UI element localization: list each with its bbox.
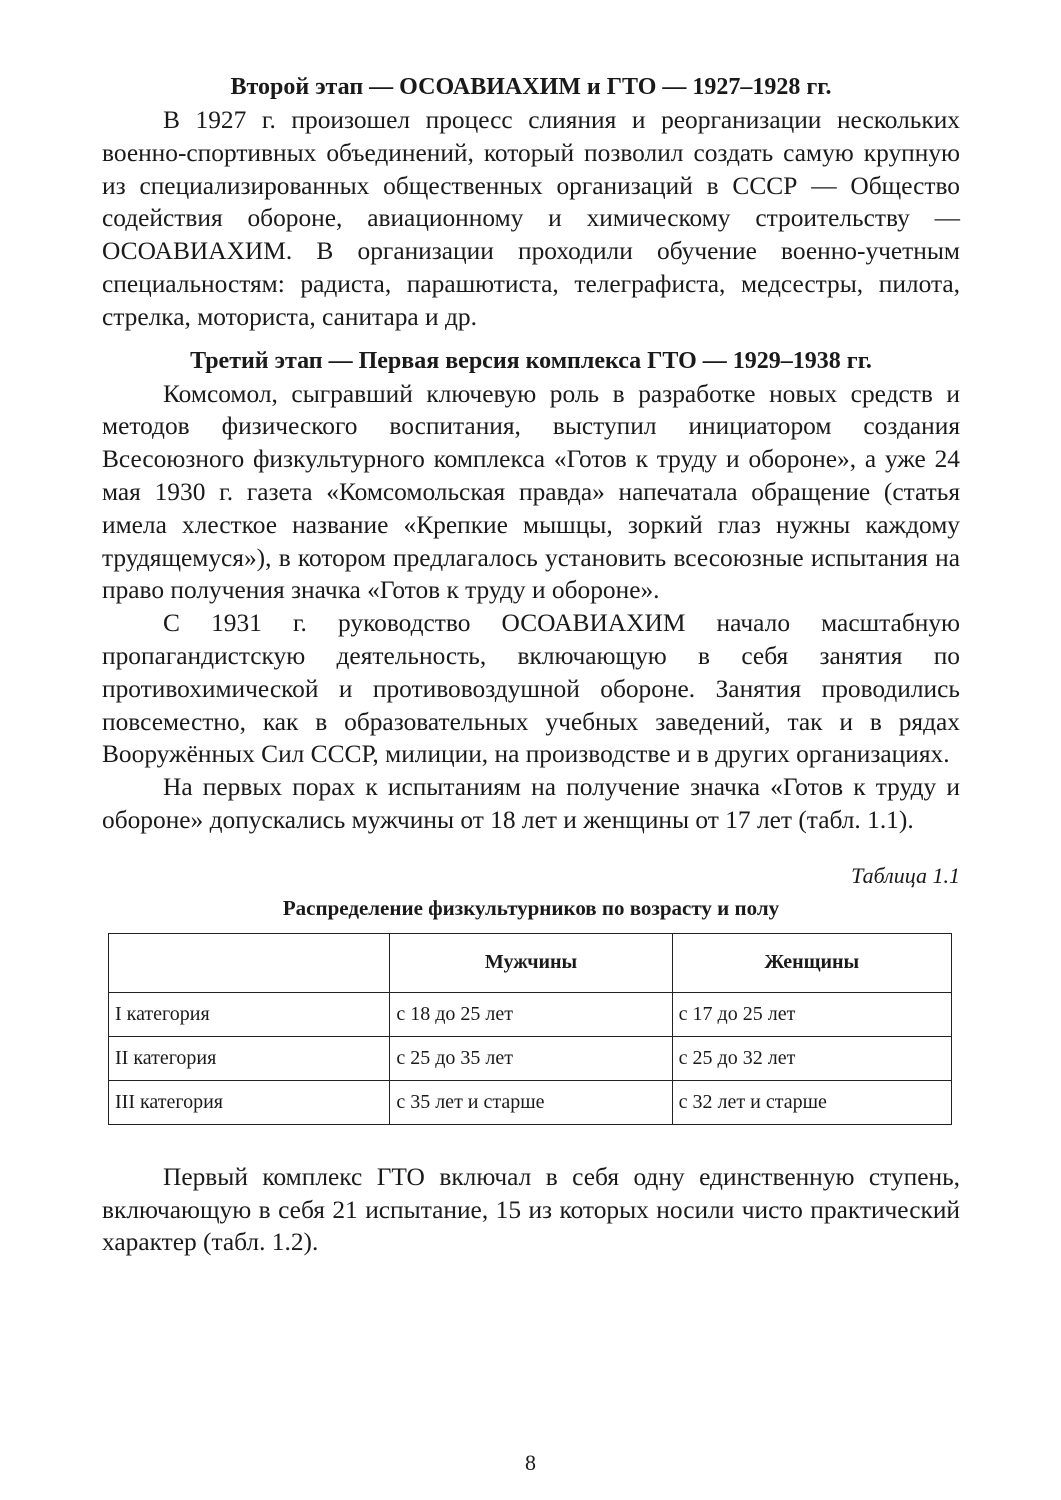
table-row bbox=[109, 1036, 952, 1080]
table-row bbox=[109, 1080, 952, 1124]
table-cell: с 32 лет и старше bbox=[672, 1080, 951, 1124]
section-heading-stage-3: Третий этап — Первая версия комплекса ГТО — 1929–1938 гг. bbox=[190, 347, 872, 374]
table-header-cell: Женщины bbox=[672, 933, 951, 992]
table-cell: с 18 до 25 лет bbox=[390, 992, 672, 1036]
table-cell: с 25 до 32 лет bbox=[672, 1036, 951, 1080]
table-cell: с 25 до 35 лет bbox=[390, 1036, 672, 1080]
paragraph-komsomol: Комсомол, сыгравший ключевую роль в разработке новых средств и методов физического воспитания, выступил инициатором создания Всесоюзного физкультурного комплекса «Готов к труду и обороне», а уже 24 мая 1930 г. газета «Комсомольская правда» напечатала обращение (статья имела хлесткое название «Крепкие мышцы, зоркий глаз нужны каждому трудящемуся»), в котором предлагалось установить всесоюзные испытания на право получения значка «Готов к труду и обороне». bbox=[102, 379, 960, 605]
page-content bbox=[102, 70, 960, 1259]
table-header-cell: Мужчины bbox=[390, 933, 672, 992]
table-header-cell bbox=[109, 933, 390, 992]
table-number: Таблица 1.1 bbox=[851, 862, 960, 888]
age-gender-table bbox=[108, 933, 952, 1125]
table-cell: с 17 до 25 лет bbox=[672, 992, 951, 1036]
table-cell: с 35 лет и старше bbox=[390, 1080, 672, 1124]
table-title: Распределение физкультурников по возрасту и полу bbox=[282, 895, 780, 920]
table-cell: I категория bbox=[109, 992, 390, 1036]
paragraph-first-complex: Первый комплекс ГТО включал в себя одну единственную ступень, включающую в себя 21 испытание, 15 из которых носили чисто практический характер (табл. 1.2). bbox=[102, 1162, 960, 1257]
table-cell: II категория bbox=[109, 1036, 390, 1080]
table-cell: III категория bbox=[109, 1080, 390, 1124]
paragraph-osoaviakhim: В 1927 г. произошел процесс слияния и реорганизации нескольких военно-спортивных объединений, который позволил создать самую крупную из специализированных общественных организаций в СССР — Общество содействия обороне, авиационному и химическому строительству — ОСОАВИАХИМ. В организации проходили обучение военно-учетным специальностям: радиста, парашютиста, телеграфиста, медсестры, пилота, стрелка, моториста, санитара и др. bbox=[102, 106, 960, 331]
paragraph-propaganda: С 1931 г. руководство ОСОАВИАХИМ начало масштабную пропагандистскую деятельность, включающую в себя занятия по противохимической и противовоздушной обороне. Занятия проводились повсеместно, как в образовательных учебных заведений, так и в рядах Вооружённых Сил СССР, милиции, на производстве и в других организациях. bbox=[102, 609, 960, 769]
section-heading-stage-2: Второй этап — ОСОАВИАХИМ и ГТО — 1927–1928 гг. bbox=[230, 74, 832, 100]
table-header-row bbox=[109, 933, 952, 992]
page-number: 8 bbox=[525, 1450, 536, 1475]
paragraph-admission: На первых порах к испытаниям на получение значка «Готов к труду и обороне» допускались мужчины от 18 лет и женщины от 17 лет (табл. 1.1). bbox=[102, 773, 960, 834]
table-row bbox=[109, 992, 952, 1036]
